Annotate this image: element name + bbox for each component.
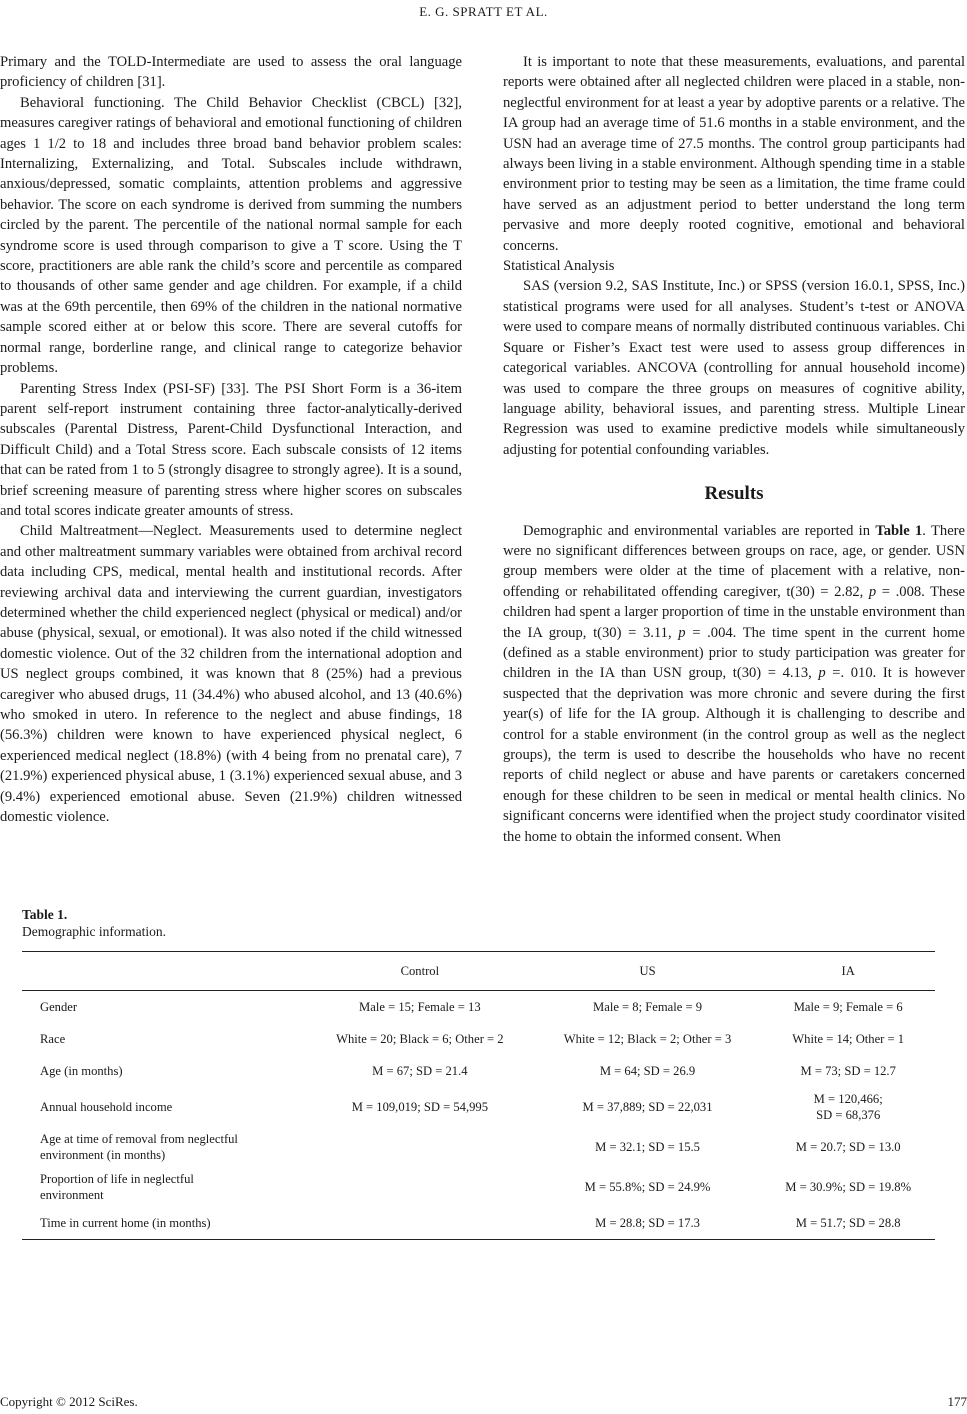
paragraph-results (503, 521, 965, 848)
cell-us: M = 55.8%; SD = 24.9% (584, 1180, 711, 1194)
cell-ia (761, 1087, 935, 1127)
running-head: E. G. SPRATT ET AL. (419, 4, 548, 19)
header-control: Control (400, 963, 440, 978)
cell-ia: White = 14; Other = 1 (792, 1032, 905, 1046)
p-value-symbol-2: p (678, 624, 686, 641)
cell-control: Male = 15; Female = 13 (359, 1000, 481, 1014)
table-title: Table 1. (22, 907, 68, 922)
table-row (22, 1087, 935, 1127)
cell-us: M = 37,889; SD = 22,031 (582, 1100, 713, 1114)
cell-us: M = 32.1; SD = 15.5 (595, 1140, 700, 1154)
cell-ia: M = 30.9%; SD = 19.8% (785, 1180, 912, 1194)
row-label: Time in current home (in months) (40, 1216, 211, 1230)
cell-control (306, 1127, 534, 1167)
cell-us: Male = 8; Female = 9 (593, 1000, 703, 1014)
row-label-line-2: environment (40, 1188, 104, 1202)
header-us: US (639, 963, 656, 978)
table-header-row (22, 952, 935, 991)
cell-control (306, 1167, 534, 1207)
paragraph-parenting-stress: Parenting Stress Index (PSI-SF) [33]. The PSI Short Form is a 36-item parent self-report instrument containing three factor-analytically-derived subscales (Parental Distress, Parent-Child Dysfunctional Interaction, and Difficult Child) and a Total Stress score. Each subscale consists of 12 items that can be rated from 1 to 5 (strongly disagree to strongly agree). It is a sound, brief screening measure of parenting stress where higher scores on subscales and total scores indicate greater amounts of stress. (0, 380, 463, 519)
cell-control: White = 20; Black = 6; Other = 2 (336, 1032, 504, 1046)
cell-ia: Male = 9; Female = 6 (793, 1000, 903, 1014)
row-label: Race (40, 1032, 66, 1046)
header-ia: IA (841, 963, 855, 978)
copyright-footer: Copyright © 2012 SciRes. (0, 1394, 138, 1409)
p-value-symbol-3: p (818, 665, 826, 682)
table-row (22, 1055, 935, 1087)
left-column (0, 52, 462, 827)
results-part-2: = .008. These children had spent a larger proportion of time in the unstable environment than the IA group, t(30) = 3.11, (503, 583, 965, 641)
table-row (22, 1207, 935, 1240)
header-empty (22, 952, 306, 991)
row-label: Age (in months) (40, 1064, 123, 1078)
paragraph-measurement-timing: It is important to note that these measurements, evaluations, and parental reports were obtained after all neglected children were placed in a stable, non-neglectful environment for at least a year by adoptive parents or a relative. The IA group had an average time of 51.6 months in a stable environment, and the USN had an average time of 27.5 months. The control group participants had always been living in a stable environment. Although spending time in a stable environment prior to testing may be seen as a limitation, the time frame could have served as an adjustment period to better understand the long term pervasive and more deeply rooted cognitive, emotional and behavioral concerns. (503, 54, 965, 254)
row-label (22, 1127, 306, 1167)
page-number: 177 (947, 1394, 967, 1409)
row-label: Gender (40, 1000, 78, 1014)
right-column (503, 52, 965, 847)
paragraph-child-maltreatment: Child Maltreatment—Neglect. Measurements used to determine neglect and other maltreatment summary variables were obtained from archival record data including CPS, medical, mental health and institutional records. After reviewing archival data and interviewing the current guardian, investigators determined whether the child experienced neglect (physical or medical) and/or abuse (physical, sexual, or emotional). It was also noted if the child witnessed domestic violence. Out of the 32 children from the international adoption and US neglect groups combined, it was known that 8 (25%) had a previous caregiver who abused drugs, 11 (34.4%) who abused alcohol, and 13 (40.6%) who smoked in utero. In reference to the neglect and abuse findings, 18 (56.3%) children were known to have experienced physical neglect, 6 experienced medical neglect (18.8%) (with 4 being from no prenatal care), 7 (21.9%) experienced physical abuse, 1 (3.1%) experienced sexual abuse, and 3 (9.4%) experienced emotional abuse. Seven (21.9%) children witnessed domestic violence. (0, 523, 462, 826)
row-label-line-1: Age at time of removal from neglectful (40, 1132, 238, 1146)
cell-control: M = 109,019; SD = 54,995 (351, 1100, 488, 1114)
results-part-3: = .004. The time spent in the current home (defined as a stable environment) prior to study participation was greater for children in the IA than USN group, t(30) = 4.13, (503, 624, 965, 682)
cell-ia-line-1: M = 120,466; (813, 1092, 883, 1106)
table-row (22, 1023, 935, 1055)
cell-ia: M = 51.7; SD = 28.8 (795, 1216, 901, 1230)
table-caption: Demographic information. (22, 924, 166, 939)
cell-control (306, 1207, 534, 1240)
demographic-table (22, 951, 935, 1240)
table-reference: Table 1 (875, 522, 923, 539)
cell-us: M = 64; SD = 26.9 (599, 1064, 696, 1078)
cell-ia: M = 73; SD = 12.7 (800, 1064, 896, 1078)
table-row (22, 1127, 935, 1167)
paragraph-statistical-analysis: SAS (version 9.2, SAS Institute, Inc.) or SPSS (version 16.0.1, SPSS, Inc.) statistical programs were used for all analyses. Student’s t-test or ANOVA were used to compare means of normally distributed continuous variables. Chi Square or Fisher’s Exact test were used to assess group differences in categorical variables. ANCOVA (controlling for annual household income) was used to compare the three groups on measures of cognitive ability, language ability, behavioral issues, and parenting stress. Multiple Linear Regression was used to examine predictive models while simultaneously adjusting for potential confounding variables. (503, 278, 965, 458)
table-block (22, 906, 935, 1240)
row-label-line-1: Proportion of life in neglectful (40, 1172, 194, 1186)
row-label: Annual household income (40, 1100, 173, 1114)
subheading-statistical-analysis: Statistical Analysis (503, 258, 615, 275)
cell-ia: M = 20.7; SD = 13.0 (795, 1140, 901, 1154)
results-heading: Results (704, 483, 764, 505)
p-value-symbol-1: p (868, 583, 877, 600)
paragraph-language: Primary and the TOLD-Intermediate are used to assess the oral language proficiency of children [31]. (0, 54, 462, 91)
paragraph-behavioral-functioning: Behavioral functioning. The Child Behavior Checklist (CBCL) [32], measures caregiver ratings of behavioral and emotional functioning of children ages 1 1/2 to 18 and includes three broad band behavior problem scales: Internalizing, Externalizing, and Total. Subscales include withdrawn, anxious/depressed, somatic complaints, attention problems and aggressive behavior. The score on each syndrome is derived from summing the numbers circled by the parent. The percentile of the national normal sample for each syndrome score is used through comparison to give a T score. Using the T score, practitioners are able rank the child’s score and percentile as compared to thousands of other same gender and age children. For example, if a child was at the 69th percentile, then 69% of the children in the national normative sample scored either at or below this score. There are several cutoffs for normal range, borderline range, and clinical range to categorize behavior problems. (0, 94, 462, 377)
cell-us: M = 28.8; SD = 17.3 (595, 1216, 700, 1230)
results-intro: Demographic and environmental variables are reported in (523, 522, 871, 539)
cell-ia-line-2: SD = 68,376 (816, 1108, 881, 1122)
table-row (22, 1167, 935, 1207)
row-label-line-2: environment (in months) (40, 1148, 166, 1162)
cell-us: White = 12; Black = 2; Other = 3 (563, 1032, 732, 1046)
results-part-1: . There were no significant differences between groups on race, age, or gender. USN group members were older at the time of placement with a relative, non-offending or rehabilitated offending caregiver, t(30) = 2.82, (503, 522, 966, 600)
row-label (22, 1167, 306, 1207)
cell-control: M = 67; SD = 21.4 (372, 1064, 468, 1078)
results-part-4: =. 010. It is however suspected that the deprivation was more chronic and severe during the first year(s) of life for the IA group. Although it is challenging to describe and control for a stable environment (in the control group as well as the neglect groups), the term is used to describe the households who have no recent reports of child neglect or abuse and have parents or caretakers concerned enough for these children to be seen in medical or mental health clinics. No significant concerns were identified when the project study coordinator visited the home to obtain the informed consent. When (503, 665, 965, 845)
table-row (22, 991, 935, 1024)
